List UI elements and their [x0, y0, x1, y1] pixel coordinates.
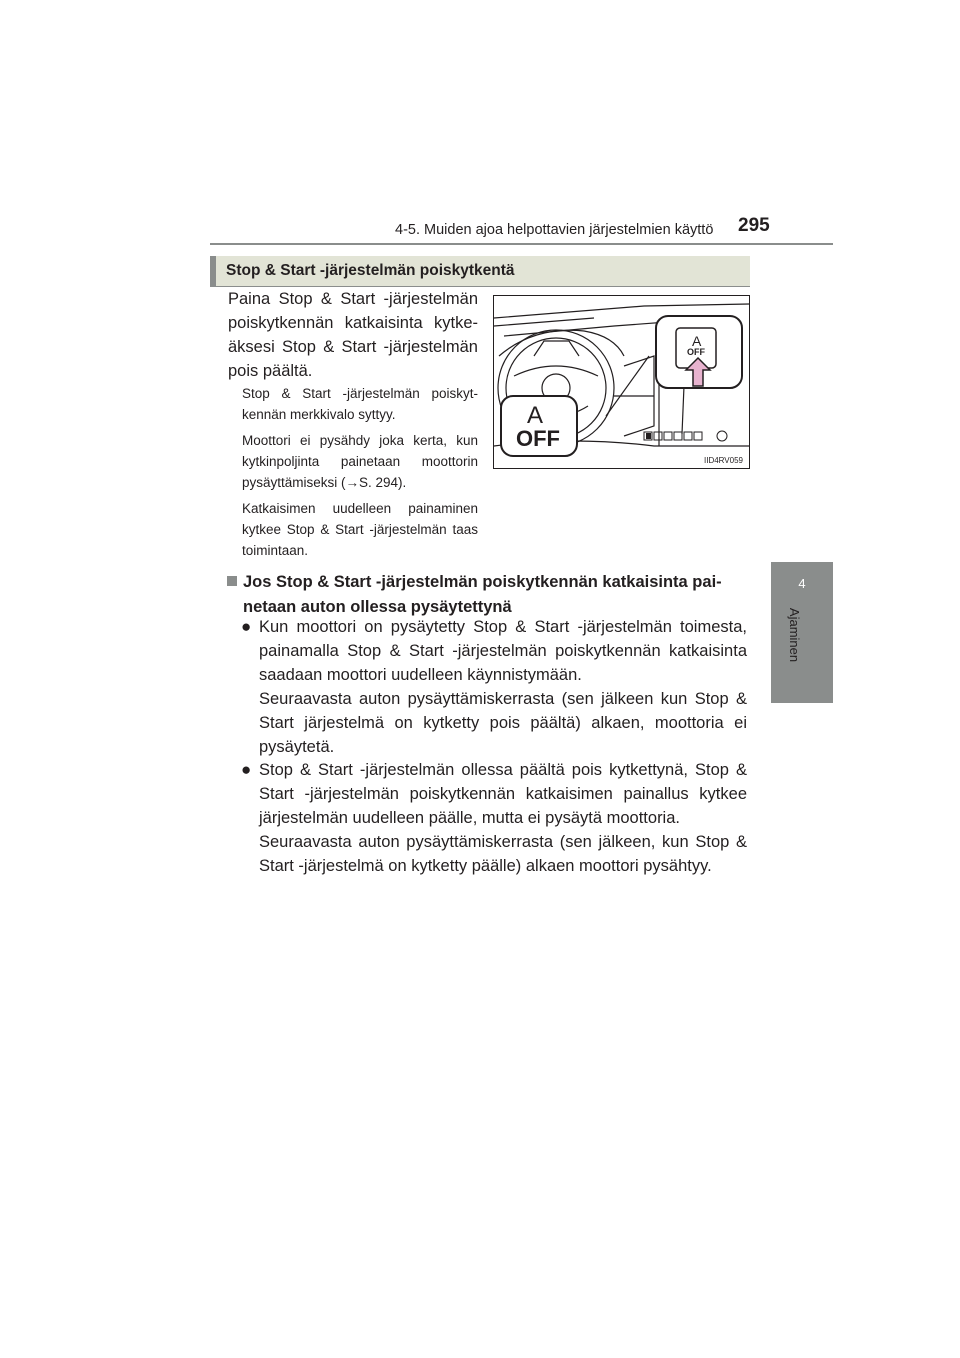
bullet-item: [241, 615, 747, 759]
button-letter-large: A: [527, 402, 544, 429]
page-number: 295: [738, 215, 770, 236]
bullet-text: Kun moottori on pysäytetty Stop & Start -järjestelmän toimesta, painamalla Stop & Start -järjestelmän poiskytkennän katkaisinta saadaan moottori uudelleen käynnistymään.: [259, 618, 747, 684]
chapter-number: 4: [798, 576, 806, 591]
note-indicator: Stop & Start -järjestelmän poiskyt-kennän merkkivalo syttyy.: [242, 386, 478, 422]
subsection-heading: [227, 570, 747, 620]
chapter-label: Ajaminen: [787, 607, 802, 663]
bullet-item: [241, 758, 747, 878]
section-heading-accent: [210, 256, 216, 286]
bullet-text-continued: Seuraavasta auton pysäyttämiskerrasta (sen jälkeen kun Stop & Start järjestelmä on kytketty pois päältä) alkaen, moottoria ei pysäytetä.: [259, 690, 747, 756]
dashboard-illustration: [493, 295, 750, 469]
bullet-text: Stop & Start -järjestelmän ollessa päältä pois kytkettynä, Stop & Start -järjestelmän poiskytkennän katkaisimen painallus kytkee järjestelmän uudelleen päälle, mutta ei pysäytä moottoria.: [259, 761, 747, 827]
chapter-side-tab: [771, 562, 833, 703]
bullet-dot: ●: [241, 617, 252, 636]
subsection-heading-line2: netaan auton ollessa pysäytettynä: [243, 598, 512, 616]
button-off-small: OFF: [687, 347, 705, 357]
section-title: Stop & Start -järjestelmän poiskytkentä: [226, 262, 515, 279]
subsection-heading-line1: Jos Stop & Start -järjestelmän poiskytkennän katkaisinta pai-: [243, 573, 722, 591]
figure-code: IID4RV059: [704, 456, 743, 465]
note-reactivate: Katkaisimen uudelleen painaminen kytkee Stop & Start -järjestelmän taas toimintaan.: [242, 501, 478, 558]
subsection-marker: [227, 576, 237, 586]
bullet-dot: ●: [241, 760, 252, 779]
bullet-text-continued: Seuraavasta auton pysäyttämiskerrasta (sen jälkeen, kun Stop & Start -järjestelmä on kytketty päälle) alkaen moottori pysähtyy.: [259, 833, 747, 875]
intro-paragraph: Paina Stop & Start -järjestelmän poiskytkennän katkaisinta kytke-äksesi Stop & Start -järjestelmän pois päältä.: [228, 290, 478, 380]
section-heading-bar: [210, 256, 750, 286]
page-header-title: 4-5. Muiden ajoa helpottavien järjestelmien käyttö: [395, 222, 714, 238]
note-clutch: Moottori ei pysähdy joka kerta, kun kytkinpoljinta painetaan moottorin pysäyttämiseksi (→S. 294).: [242, 433, 478, 490]
button-letter-small: A: [692, 333, 702, 349]
header-rule: [210, 243, 833, 245]
button-off-large: OFF: [516, 426, 560, 451]
